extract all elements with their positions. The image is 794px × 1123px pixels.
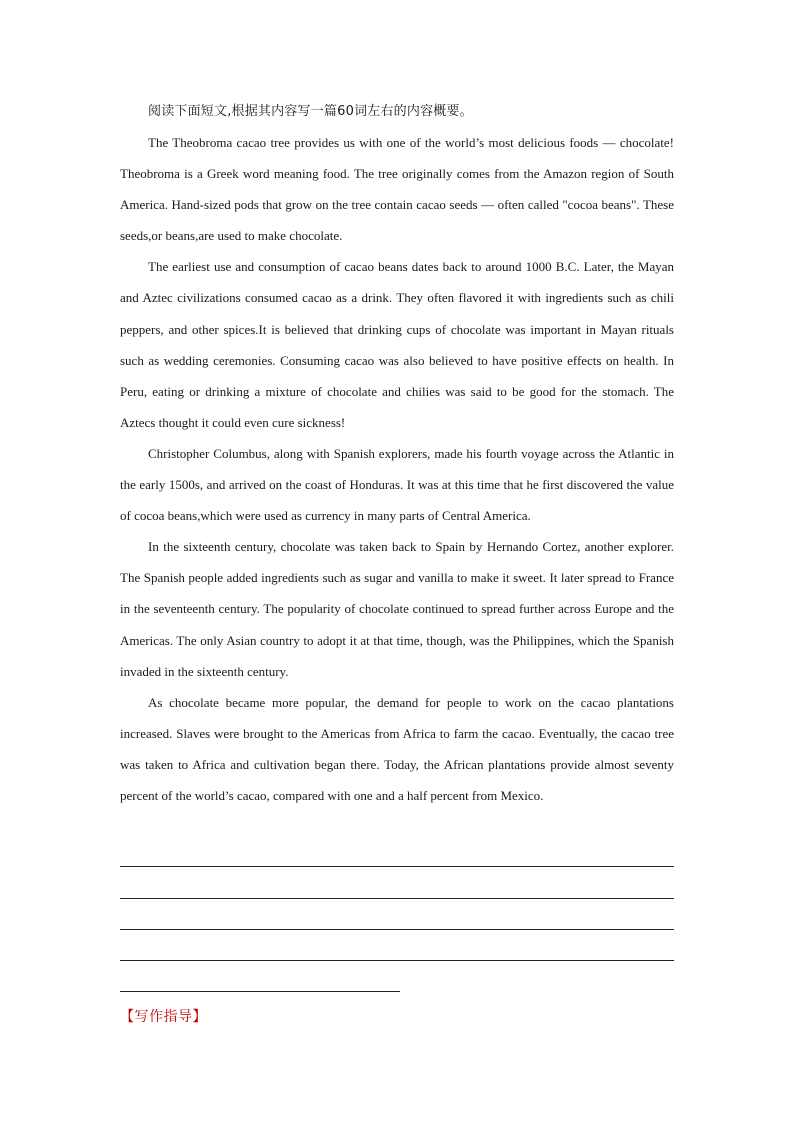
paragraph-2: The earliest use and consumption of cacao beans dates back to around 1000 B.C. Later, the Mayan and Aztec civilizations consumed cacao as a drink. They often flavored it with ingredients such as chili peppers, and other spices.It is believed that drinking cups of chocolate was important in Mayan rituals such as wedding ceremonies. Consuming cacao was also believed to have positive effects on health. In Peru, eating or drinking a mixture of chocolate and chilies was said to be good for the stomach. The Aztecs thought it could even cure sickness!: [120, 259, 674, 430]
answer-line: [120, 929, 674, 930]
paragraph-4: In the sixteenth century, chocolate was taken back to Spain by Hernando Cortez, another explorer. The Spanish people added ingredients such as sugar and vanilla to make it sweet. It later spread to France in the seventeenth century. The popularity of chocolate continued to spread further across Europe and the Americas. The only Asian country to adopt it at that time, though, was the Philippines, which the Spanish invaded in the sixteenth century.: [120, 539, 674, 679]
answer-line: [120, 898, 674, 899]
paragraph-5: As chocolate became more popular, the demand for people to work on the cacao plantations increased. Slaves were brought to the Americas from Africa to farm the cacao. Eventually, the cacao tree was taken to Africa and cultivation began there. Today, the African plantations provide almost seventy percent of the world’s cacao, compared with one and a half percent from Mexico.: [120, 694, 674, 803]
answer-line: [120, 960, 674, 961]
answer-line: [120, 991, 400, 992]
paragraph-3: Christopher Columbus, along with Spanish explorers, made his fourth voyage across the Atlantic in the early 1500s, and arrived on the coast of Honduras. It was at this time that he first discovered the value of cocoa beans,which were used as currency in many parts of Central America.: [120, 445, 674, 524]
task-instruction: 阅读下面短文,根据其内容写一篇60词左右的内容概要。: [148, 104, 473, 119]
answer-line: [120, 866, 674, 867]
paragraph-1: The Theobroma cacao tree provides us with one of the world’s most delicious foods — chocolate! Theobroma is a Greek word meaning food. The tree originally comes from the Amazon region of South America. Hand-sized pods that grow on the tree contain cacao seeds — often called "cocoa beans". These seeds,or beans,are used to make chocolate.: [120, 135, 674, 244]
writing-guide-heading: 【写作指导】: [120, 1009, 207, 1025]
document-body: [120, 96, 674, 811]
